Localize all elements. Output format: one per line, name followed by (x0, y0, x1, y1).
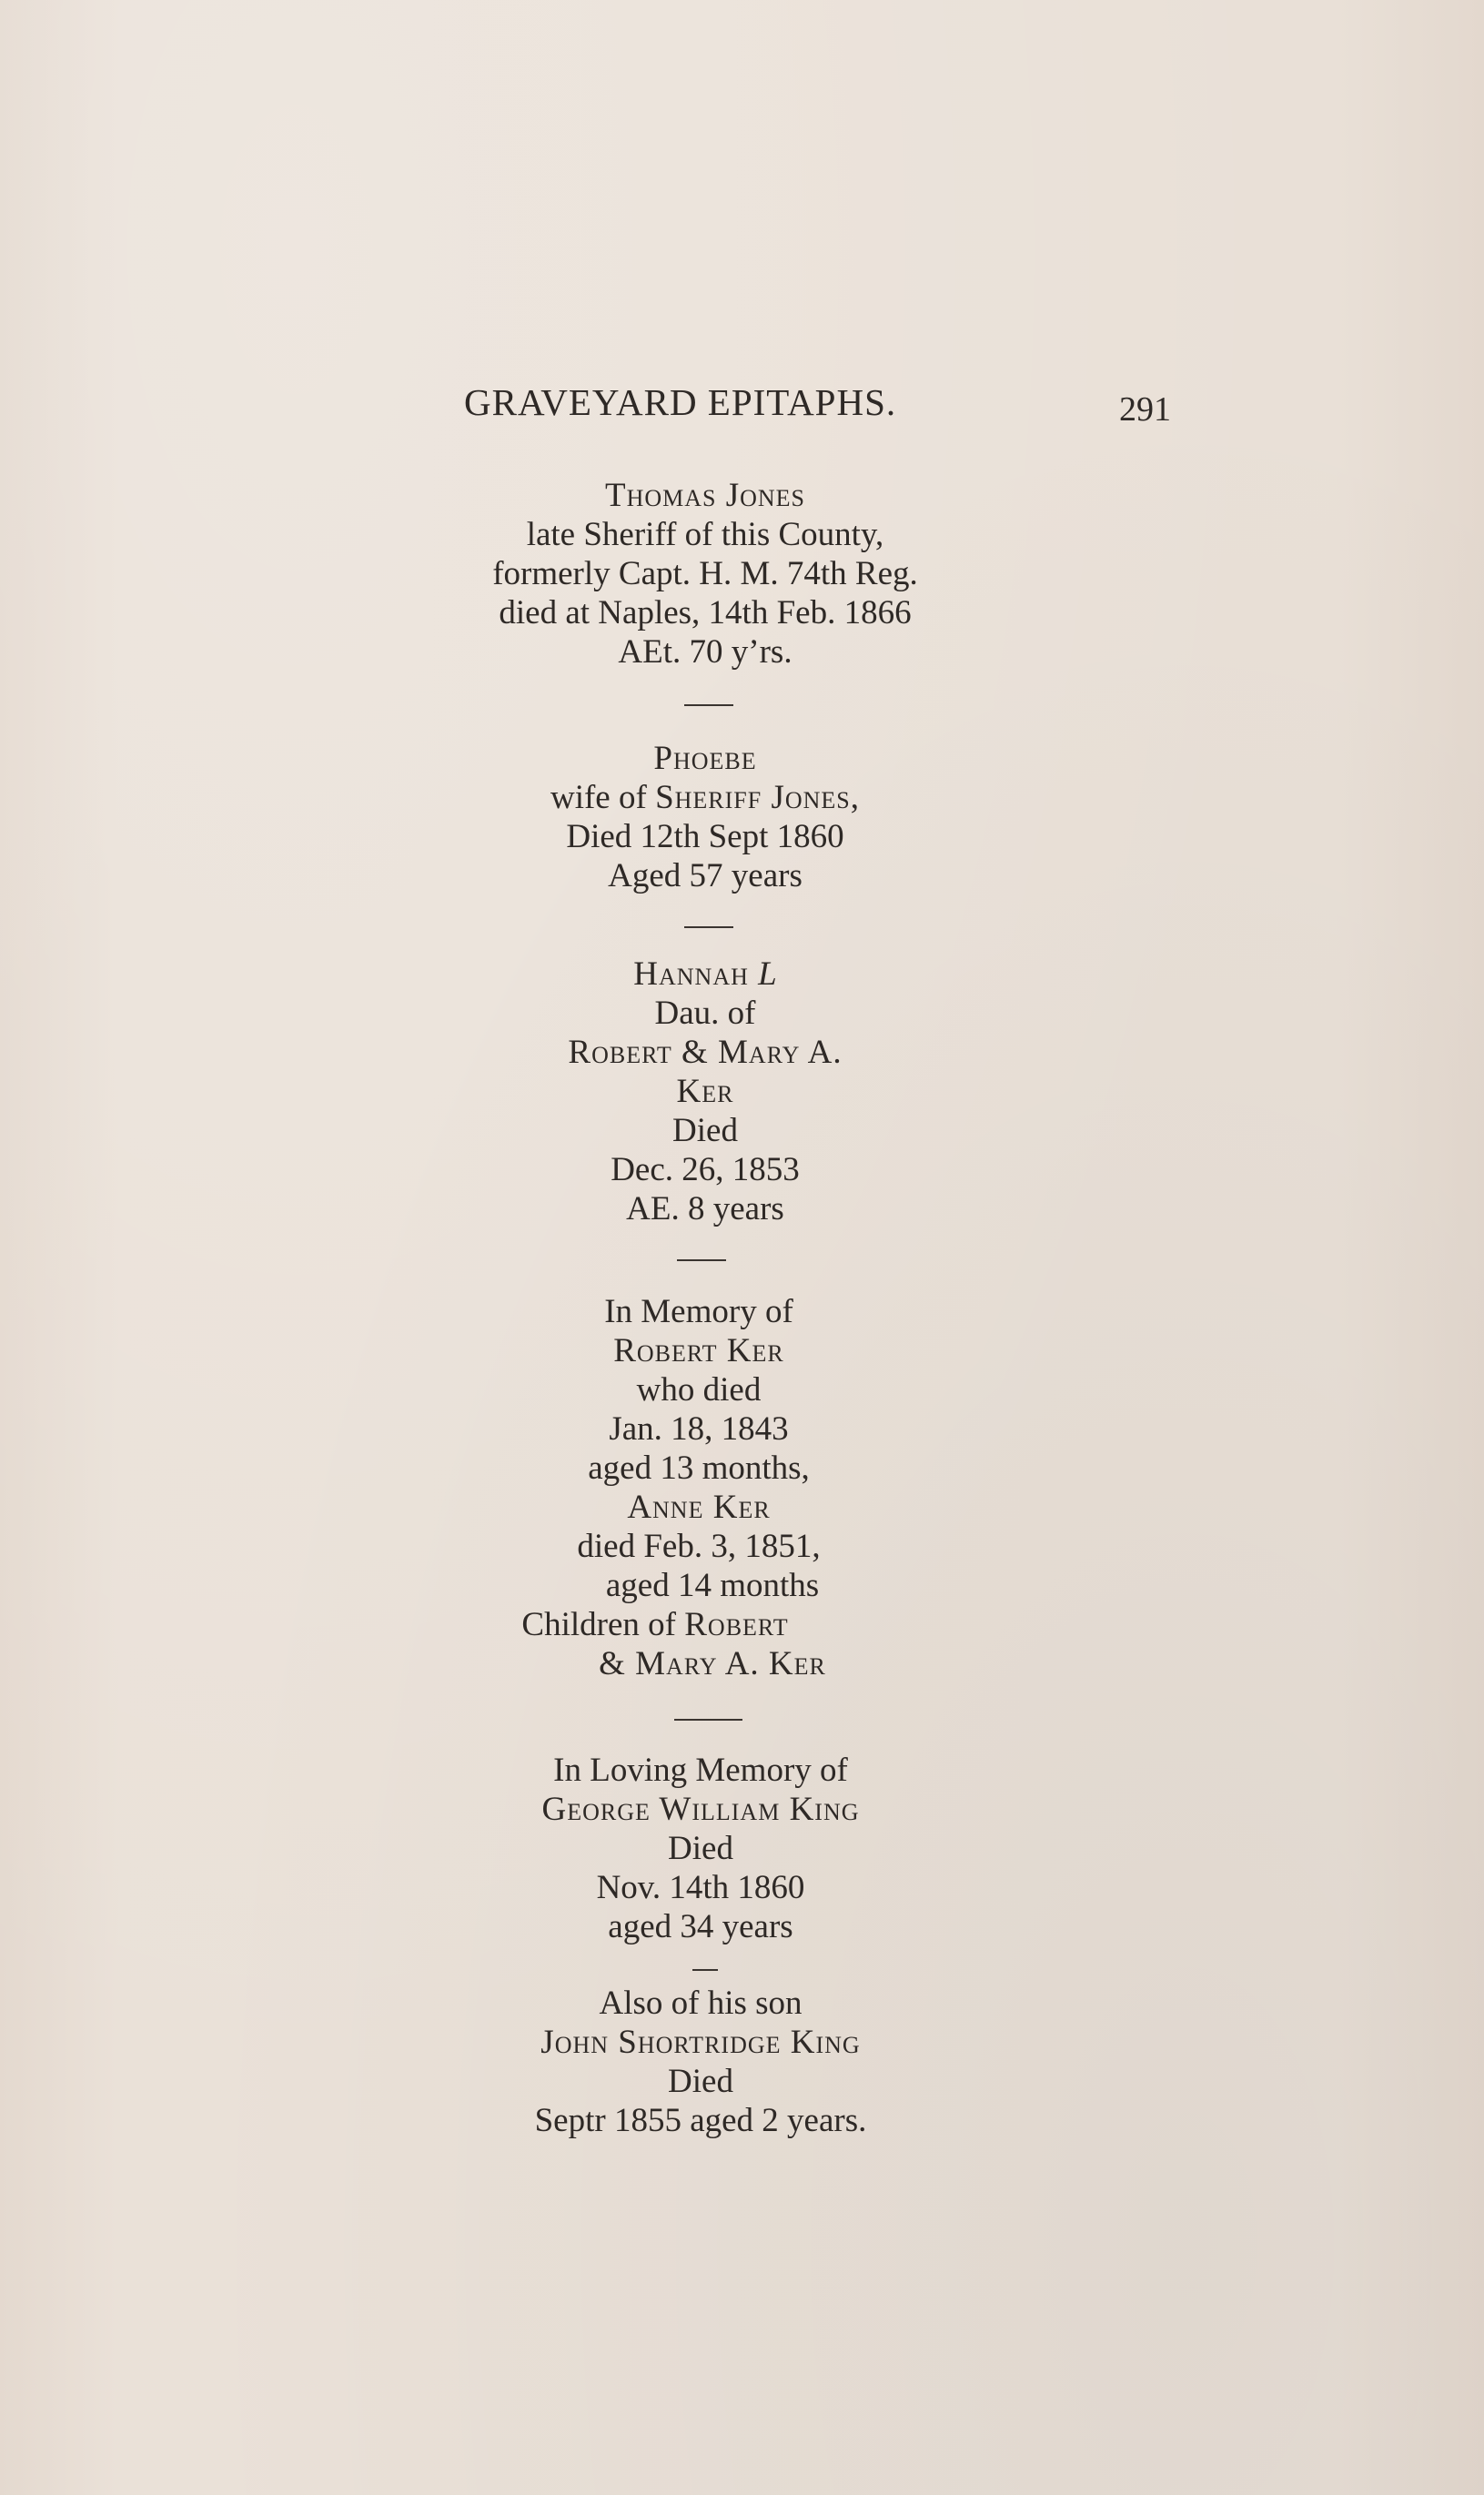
epitaph-phoebe (419, 739, 992, 895)
epitaph-line: Dec. 26, 1853 (611, 1151, 800, 1188)
section-divider (674, 1719, 742, 1721)
epitaph-spacer (419, 1946, 992, 1984)
epitaph-line: Nov. 14th 1860 (596, 1869, 805, 1906)
section-divider (684, 926, 733, 928)
epitaph-initial: L (758, 955, 777, 993)
epitaph-line: late Sheriff of this County, (526, 516, 884, 553)
epitaph-name: Hannah (633, 955, 759, 993)
epitaph-line (419, 955, 992, 994)
epitaph-hannah-ker (419, 955, 992, 1228)
epitaph-name: Anne Ker (627, 1489, 771, 1526)
epitaph-line: Aged 57 years (608, 857, 803, 894)
epitaph-line: In Loving Memory of (553, 1752, 848, 1789)
running-head-title: GRAVEYARD EPITAPHS. (464, 381, 897, 423)
epitaph-line: aged 13 months, (588, 1450, 810, 1487)
epitaph-line: Died (668, 1830, 733, 1867)
epitaph-line: Died (672, 1112, 738, 1149)
epitaph-line: died at Naples, 14th Feb. 1866 (499, 594, 912, 631)
epitaph-line (419, 778, 992, 817)
epitaph-line: Jan. 18, 1843 (609, 1410, 789, 1448)
epitaph-line: Died 12th Sept 1860 (566, 818, 844, 855)
epitaph-line: Died (668, 2063, 733, 2100)
epitaph-name: Robert Ker (613, 1332, 784, 1369)
epitaph-text: Children of (521, 1606, 685, 1643)
epitaph-name: Phoebe (653, 740, 757, 777)
epitaph-thomas-jones (419, 476, 992, 672)
epitaph-line: AEt. 70 y’rs. (618, 633, 792, 671)
epitaph-text: wife of (550, 779, 656, 816)
epitaph-name: George William King (541, 1791, 860, 1828)
epitaph-name: Sheriff Jones, (655, 779, 861, 816)
epitaph-line: Dau. of (654, 995, 756, 1032)
epitaph-line: formerly Capt. H. M. 74th Reg. (492, 555, 918, 592)
epitaph-name: & Mary A. Ker (599, 1645, 826, 1682)
epitaph-line: Also of his son (599, 1985, 803, 2022)
epitaph-name: Robert & Mary A. (568, 1034, 843, 1071)
section-divider (684, 704, 733, 706)
section-divider (692, 1969, 718, 1971)
epitaph-name: Thomas Jones (604, 477, 806, 514)
epitaph-line: aged 34 years (608, 1908, 793, 1945)
epitaph-name: Ker (676, 1073, 734, 1110)
epitaph-line: who died (636, 1371, 762, 1409)
epitaph-line: In Memory of (604, 1293, 793, 1330)
epitaph-line: Septr 1855 aged 2 years. (534, 2102, 867, 2139)
page-number: 291 (1119, 390, 1171, 429)
epitaph-name: Robert (684, 1606, 789, 1643)
epitaph-line: AE. 8 years (626, 1190, 784, 1227)
epitaph-george-william-king (419, 1751, 992, 2140)
epitaph-name: John Shortridge King (540, 2024, 861, 2061)
epitaph-line: died Feb. 3, 1851, (577, 1528, 821, 1565)
epitaph-line: aged 14 months (605, 1567, 820, 1604)
section-divider (677, 1259, 726, 1261)
epitaph-line (419, 1605, 992, 1644)
epitaph-robert-anne-ker (419, 1292, 992, 1683)
